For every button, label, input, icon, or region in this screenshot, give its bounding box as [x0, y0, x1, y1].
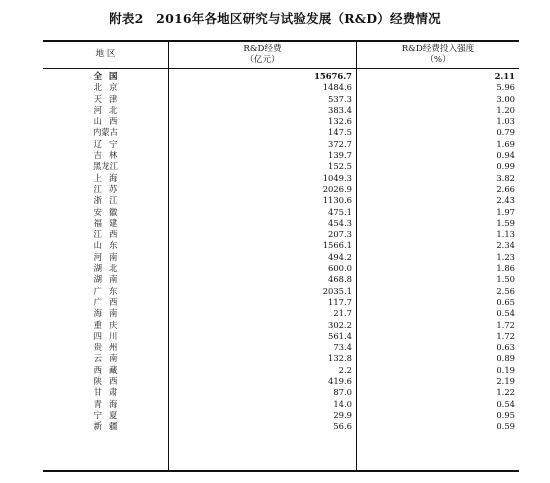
table-row: [43, 218, 519, 229]
cell-region: 陕西: [93, 376, 125, 387]
cell-intensity: 2.34: [496, 240, 515, 251]
cell-expenditure: 29.9: [333, 409, 352, 420]
header-expenditure-label: R&D经费: [243, 44, 282, 54]
cell-region: 甘肃: [93, 387, 125, 398]
cell-intensity: 2.19: [496, 376, 515, 387]
cell-expenditure: 383.4: [328, 104, 352, 115]
table-row: [43, 421, 519, 432]
table-row: [43, 274, 519, 285]
cell-region: 宁夏: [93, 409, 125, 420]
cell-intensity: 0.54: [496, 398, 515, 409]
table-row: [43, 263, 519, 274]
table-row: [43, 308, 519, 319]
table-row: [43, 173, 519, 184]
cell-expenditure: 14.0: [333, 398, 352, 409]
cell-intensity: 0.89: [496, 353, 515, 364]
cell-expenditure: 152.5: [328, 161, 352, 172]
cell-expenditure: 475.1: [328, 206, 352, 217]
cell-intensity: 0.95: [496, 409, 515, 420]
cell-region: 四川: [93, 330, 125, 341]
cell-intensity: 1.69: [496, 138, 515, 149]
cell-intensity: 1.13: [496, 229, 515, 240]
table-row: [43, 105, 519, 116]
cell-expenditure: 1130.6: [322, 195, 352, 206]
header-intensity: [357, 44, 519, 66]
cell-intensity: 0.59: [496, 421, 515, 432]
table-row: [43, 399, 519, 410]
cell-region: 辽宁: [93, 138, 125, 149]
cell-expenditure: 1484.6: [322, 82, 352, 93]
header-expenditure: [169, 44, 356, 66]
table-row: [43, 127, 519, 138]
cell-region: 海南: [93, 308, 125, 319]
cell-region: 贵州: [93, 342, 125, 353]
header-intensity-unit: （%）: [425, 55, 451, 65]
table-row: [43, 387, 519, 398]
table-row: [43, 195, 519, 206]
cell-expenditure: 537.3: [328, 93, 352, 104]
cell-expenditure: 15676.7: [314, 71, 352, 81]
cell-expenditure: 139.7: [328, 150, 352, 161]
table-row: [43, 297, 519, 308]
cell-region: 西藏: [93, 364, 125, 375]
cell-region: 全国: [93, 71, 125, 81]
table-row: [43, 252, 519, 263]
cell-region: 内蒙古: [92, 127, 119, 138]
cell-intensity: 0.99: [496, 161, 515, 172]
cell-intensity: 2.66: [496, 183, 515, 194]
cell-region: 上海: [93, 172, 125, 183]
table-row: [43, 240, 519, 251]
table-row: [43, 410, 519, 421]
table-top-rule: [43, 40, 519, 42]
cell-expenditure: 2.2: [338, 364, 352, 375]
cell-intensity: 1.22: [496, 387, 515, 398]
cell-intensity: 1.59: [496, 217, 515, 228]
table-row: [43, 94, 519, 105]
cell-intensity: 0.94: [496, 150, 515, 161]
table-row: [43, 342, 519, 353]
cell-expenditure: 21.7: [333, 308, 352, 319]
cell-region: 江西: [93, 229, 125, 240]
cell-intensity: 1.50: [496, 274, 515, 285]
header-region: [43, 49, 168, 60]
cell-expenditure: 372.7: [328, 138, 352, 149]
table-row: [43, 116, 519, 127]
cell-region: 安徽: [93, 206, 125, 217]
table-title: 附表2 2016年各地区研究与试验发展（R&D）经费情况: [109, 11, 441, 26]
table-row: [43, 71, 519, 82]
table-row: [43, 331, 519, 342]
cell-intensity: 0.19: [496, 364, 515, 375]
cell-intensity: 3.82: [496, 172, 515, 183]
cell-intensity: 1.72: [496, 319, 515, 330]
cell-expenditure: 1566.1: [322, 240, 352, 251]
cell-expenditure: 87.0: [333, 387, 352, 398]
table-row: [43, 229, 519, 240]
cell-intensity: 1.20: [496, 104, 515, 115]
table-row: [43, 353, 519, 364]
table-bottom-rule: [43, 470, 519, 472]
cell-intensity: 1.97: [496, 206, 515, 217]
cell-expenditure: 494.2: [328, 251, 352, 262]
cell-region: 天津: [93, 93, 125, 104]
cell-intensity: 0.54: [496, 308, 515, 319]
table-row: [43, 320, 519, 331]
cell-intensity: 1.72: [496, 330, 515, 341]
cell-region: 山东: [93, 240, 125, 251]
cell-region: 福建: [93, 217, 125, 228]
table-row: [43, 365, 519, 376]
table-row: [43, 286, 519, 297]
cell-expenditure: 207.3: [328, 229, 352, 240]
cell-region: 北京: [93, 82, 125, 93]
cell-expenditure: 2035.1: [322, 285, 352, 296]
cell-region: 河南: [93, 251, 125, 262]
cell-expenditure: 1049.3: [322, 172, 352, 183]
cell-expenditure: 302.2: [328, 319, 352, 330]
cell-expenditure: 147.5: [328, 127, 352, 138]
cell-expenditure: 600.0: [328, 263, 352, 274]
cell-expenditure: 454.3: [328, 217, 352, 228]
cell-region: 青海: [93, 398, 125, 409]
cell-expenditure: 419.6: [328, 376, 352, 387]
table-row: [43, 150, 519, 161]
cell-region: 山西: [93, 116, 125, 127]
cell-region: 湖北: [93, 263, 125, 274]
cell-intensity: 2.11: [494, 71, 515, 81]
cell-expenditure: 561.4: [328, 330, 352, 341]
cell-region: 黑龙江: [92, 161, 119, 172]
cell-region: 重庆: [93, 319, 125, 330]
cell-intensity: 0.79: [496, 127, 515, 138]
cell-intensity: 3.00: [496, 93, 515, 104]
table-header-rule: [43, 68, 519, 69]
cell-region: 浙江: [93, 195, 125, 206]
cell-region: 新疆: [93, 421, 125, 432]
table-row: [43, 82, 519, 93]
header-expenditure-unit: （亿元）: [245, 55, 280, 65]
cell-expenditure: 2026.9: [322, 183, 352, 194]
cell-region: 河北: [93, 104, 125, 115]
cell-region: 云南: [93, 353, 125, 364]
cell-intensity: 1.03: [496, 116, 515, 127]
header-intensity-label: R&D经费投入强度: [401, 44, 475, 54]
table-row: [43, 207, 519, 218]
cell-expenditure: 73.4: [333, 342, 352, 353]
cell-intensity: 5.96: [496, 82, 515, 93]
cell-expenditure: 56.6: [333, 421, 352, 432]
cell-intensity: 1.86: [496, 263, 515, 274]
cell-region: 广西: [93, 296, 125, 307]
table-row: [43, 376, 519, 387]
header-region-label: 地 区: [95, 49, 116, 59]
cell-intensity: 1.23: [496, 251, 515, 262]
cell-region: 吉林: [93, 150, 125, 161]
cell-region: 广东: [93, 285, 125, 296]
table-row: [43, 139, 519, 150]
cell-expenditure: 117.7: [328, 296, 352, 307]
cell-region: 江苏: [93, 183, 125, 194]
table-row: [43, 184, 519, 195]
cell-expenditure: 132.6: [328, 116, 352, 127]
cell-intensity: 2.43: [496, 195, 515, 206]
cell-intensity: 2.56: [496, 285, 515, 296]
table-body: [43, 71, 519, 433]
cell-intensity: 0.65: [496, 296, 515, 307]
table-row: [43, 161, 519, 172]
cell-expenditure: 132.8: [328, 353, 352, 364]
cell-expenditure: 468.8: [328, 274, 352, 285]
cell-region: 湖南: [93, 274, 125, 285]
cell-intensity: 0.63: [496, 342, 515, 353]
